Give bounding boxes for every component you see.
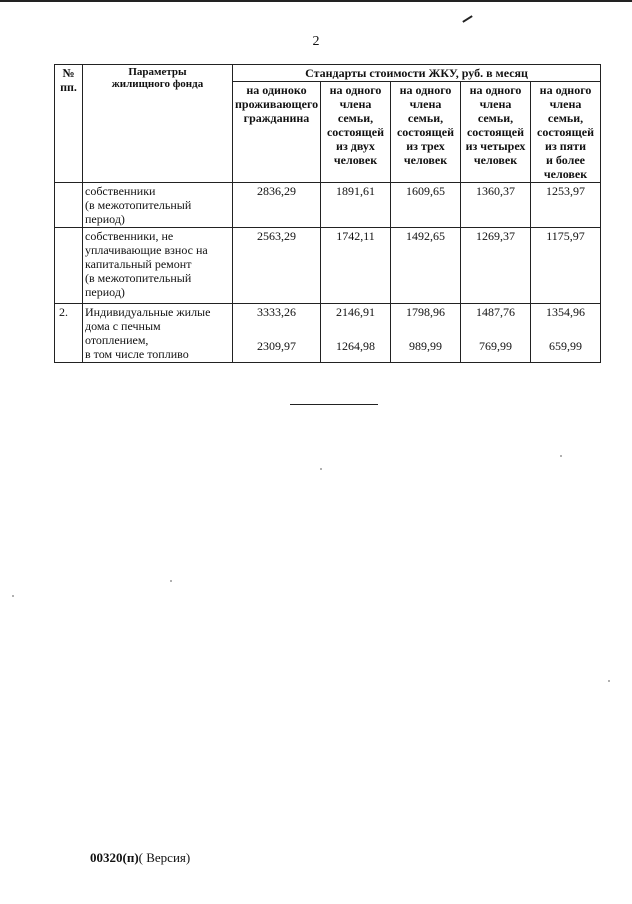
- scan-speck: [170, 580, 172, 582]
- value-cell: [391, 304, 461, 363]
- value-cell: 1253,97: [531, 183, 601, 228]
- separator-rule: [290, 404, 378, 405]
- value-cell: 1609,65: [391, 183, 461, 228]
- value-cell: 1742,11: [321, 228, 391, 304]
- table-header-row: [55, 65, 601, 82]
- pen-mark: [462, 15, 472, 23]
- value-cell: 1360,37: [461, 183, 531, 228]
- row-param-cell: собственники (в межотопительный период): [83, 183, 233, 228]
- table-row: [55, 304, 601, 363]
- value-cell: 1175,97: [531, 228, 601, 304]
- value-cell: 1492,65: [391, 228, 461, 304]
- total-value: 1354,96: [546, 305, 586, 319]
- fuel-value: 659,99: [549, 339, 583, 353]
- table-row: [55, 228, 601, 304]
- header-param-cell: Параметры жилищного фонда: [83, 65, 233, 183]
- total-value: 1487,76: [476, 305, 515, 319]
- value-cell: 2836,29: [233, 183, 321, 228]
- fuel-value: 1264,98: [336, 339, 375, 353]
- row-param-cell: собственники, не уплачивающие взнос на капитальный ремонт (в межотопительный период): [83, 228, 233, 304]
- header-col-three: на одного члена семьи, состоящей из трех человек: [391, 82, 461, 183]
- document-code: [90, 850, 190, 866]
- value-cell: 2563,29: [233, 228, 321, 304]
- value-cell: 1891,61: [321, 183, 391, 228]
- row-num-cell: [55, 183, 83, 228]
- page-number: 2: [312, 34, 320, 49]
- scan-speck: [12, 595, 14, 597]
- value-cell: [321, 304, 391, 363]
- header-col-five: на одного члена семьи, состоящей из пяти и более человек: [531, 82, 601, 183]
- row-param-cell: Индивидуальные жилые дома с печным отоплением, в том числе топливо: [83, 304, 233, 363]
- value-cell: [233, 304, 321, 363]
- header-group-cell: Стандарты стоимости ЖКУ, руб. в месяц: [233, 65, 601, 82]
- value-cell: 1269,37: [461, 228, 531, 304]
- fuel-value: 2309,97: [257, 339, 296, 353]
- total-value: 1798,96: [406, 305, 445, 319]
- total-value: 2146,91: [336, 305, 375, 319]
- row-num-cell: [55, 228, 83, 304]
- fuel-value: 989,99: [409, 339, 442, 353]
- header-num-cell: № пп.: [55, 65, 83, 183]
- header-col-four: на одного члена семьи, состоящей из четырех человек: [461, 82, 531, 183]
- scan-speck: [608, 680, 610, 682]
- header-col-single: на одиноко проживающего гражданина: [233, 82, 321, 183]
- scan-speck: [560, 455, 562, 457]
- housing-cost-standards-table: [54, 64, 601, 363]
- scan-speck: [320, 468, 322, 470]
- header-col-two: на одного члена семьи, состоящей из двух человек: [321, 82, 391, 183]
- total-value: 3333,26: [257, 305, 296, 319]
- scan-top-edge: [0, 0, 632, 2]
- document-code-suffix: ( Версия): [138, 850, 191, 865]
- value-cell: [461, 304, 531, 363]
- value-cell: [531, 304, 601, 363]
- document-code-number: 00320(п): [90, 850, 139, 865]
- table-row: [55, 183, 601, 228]
- fuel-value: 769,99: [479, 339, 512, 353]
- row-num-cell: 2.: [55, 304, 83, 363]
